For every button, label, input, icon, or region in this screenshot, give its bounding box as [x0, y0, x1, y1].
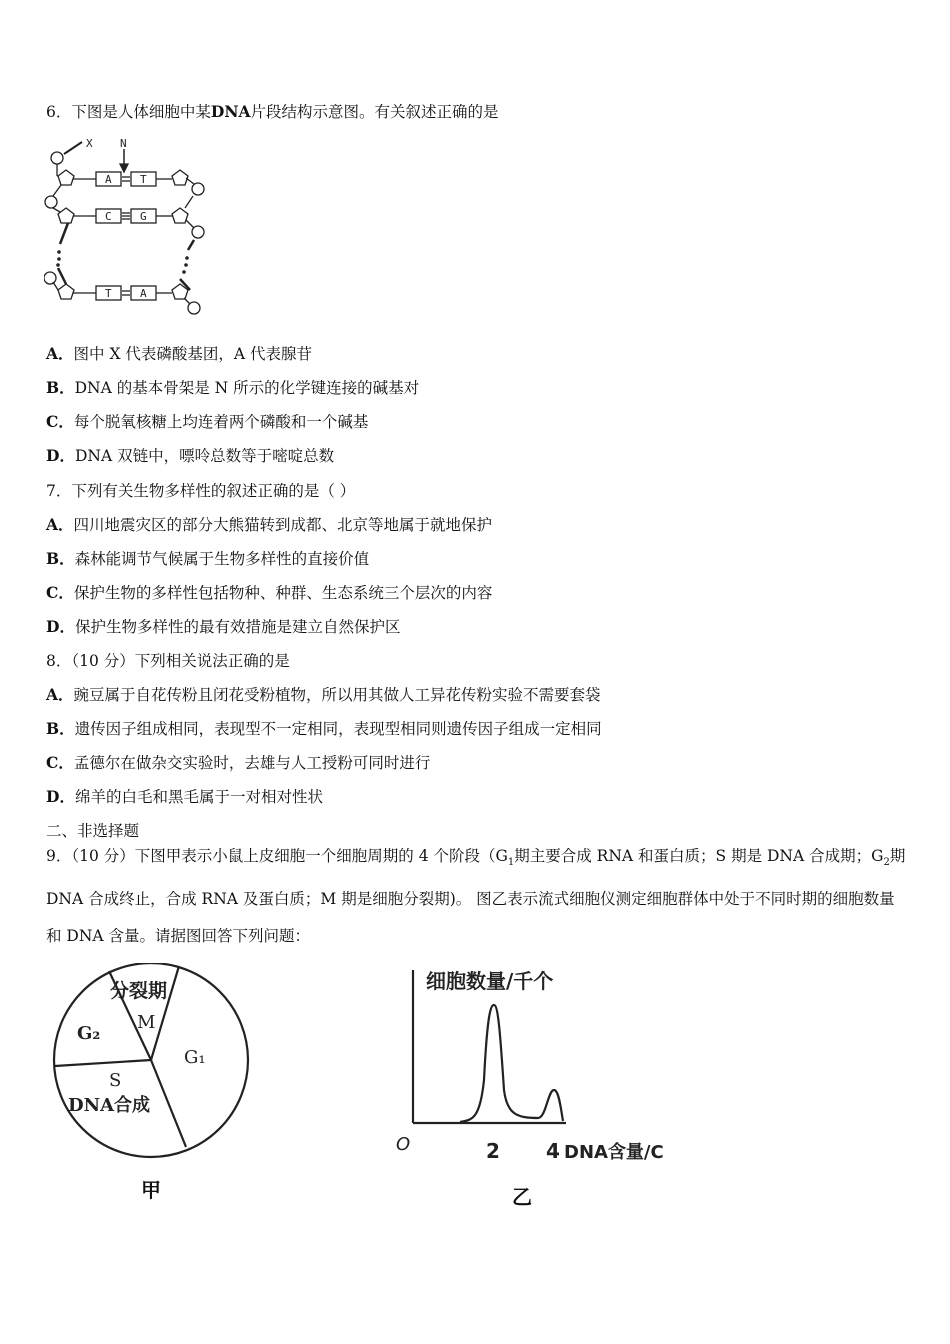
q8-option-a: A．豌豆属于自花传粉且闭花受粉植物，所以用其做人工异花传粉实验不需要套袋	[46, 685, 601, 704]
caption-jia: 甲	[141, 1178, 161, 1202]
q8-option-c: C．孟德尔在做杂交实验时，去雄与人工授粉可同时进行	[46, 753, 431, 772]
base-pair2-right: G	[140, 210, 147, 223]
q8-stem: 8．（10 分）下列相关说法正确的是	[46, 652, 290, 670]
q6-option-a: A．图中 X 代表磷酸基团，A 代表腺苷	[46, 344, 313, 363]
y-axis-label: 细胞数量/千个	[426, 969, 554, 993]
plot-curve	[460, 1005, 563, 1122]
caption-yi: 乙	[512, 1185, 532, 1209]
origin-label: O	[396, 1134, 411, 1155]
q6-option-b: B．DNA 的基本骨架是 N 所示的化学键连接的碱基对	[46, 378, 420, 397]
base-pair3-left: T	[105, 287, 112, 300]
x-axis-label: DNA含量/C	[564, 1142, 664, 1163]
q6-stem: 6．下图是人体细胞中某DNA片段结构示意图。有关叙述正确的是	[46, 102, 499, 121]
pie-divider-s-g1	[151, 1060, 186, 1147]
q7-stem: 7．下列有关生物多样性的叙述正确的是（ ）	[46, 482, 356, 500]
base-pair1-left: A	[105, 173, 112, 186]
q7-option-b: B．森林能调节气候属于生物多样性的直接价值	[46, 549, 370, 568]
sector-g2: G₂	[77, 1023, 101, 1044]
label-n: N	[120, 137, 127, 150]
sector-g1: G₁	[184, 1047, 206, 1068]
tick-4: 4	[546, 1139, 560, 1163]
pie-divider-g2-s	[55, 1060, 151, 1066]
base-pair3-right: A	[140, 287, 147, 300]
q7-option-d: D．保护生物多样性的最有效措施是建立自然保护区	[46, 617, 401, 636]
q8-option-b: B．遗传因子组成相同，表现型不一定相同，表现型相同则遗传因子组成一定相同	[46, 719, 602, 738]
dna-content-plot	[388, 960, 698, 1170]
tick-2: 2	[486, 1139, 500, 1163]
label-x: X	[86, 137, 93, 150]
q7-option-a: A．四川地震灾区的部分大熊猫转到成都、北京等地属于就地保护	[46, 515, 493, 534]
q6-option-d: D．DNA 双链中，嘌呤总数等于嘧啶总数	[46, 446, 335, 465]
q6-option-c: C．每个脱氧核糖上均连着两个磷酸和一个碱基	[46, 412, 369, 431]
dna-dots	[56, 250, 189, 274]
cell-cycle-pie	[50, 963, 256, 1163]
sector-s-sub: DNA合成	[68, 1095, 151, 1116]
sector-s: S	[109, 1070, 122, 1091]
q8-option-d: D．绵羊的白毛和黑毛属于一对相对性状	[46, 787, 323, 806]
base-pair1-right: T	[140, 173, 147, 186]
section-title: 二、非选择题	[46, 822, 140, 840]
dna-structure-diagram	[44, 132, 216, 318]
base-pair2-left: C	[105, 210, 112, 223]
sector-m: M	[137, 1012, 156, 1033]
q9-stem: 9．（10 分）下图甲表示小鼠上皮细胞一个细胞周期的 4 个阶段（$G_1$期主要合成 RNA 和蛋白质；S 期是 DNA 合成期；$G_2$期 DNA 合成终止，合成 RNA 及蛋白质；M 期是细胞分裂期)。 图乙表示流式细胞仪测定细胞群体中处于不同时期的细胞数量和 DNA 含量。请据图回答下列问题：	[46, 847, 906, 946]
q7-option-c: C．保护生物的多样性包括物种、种群、生态系统三个层次的内容	[46, 583, 493, 602]
sector-m-title: 分裂期	[110, 980, 168, 1002]
